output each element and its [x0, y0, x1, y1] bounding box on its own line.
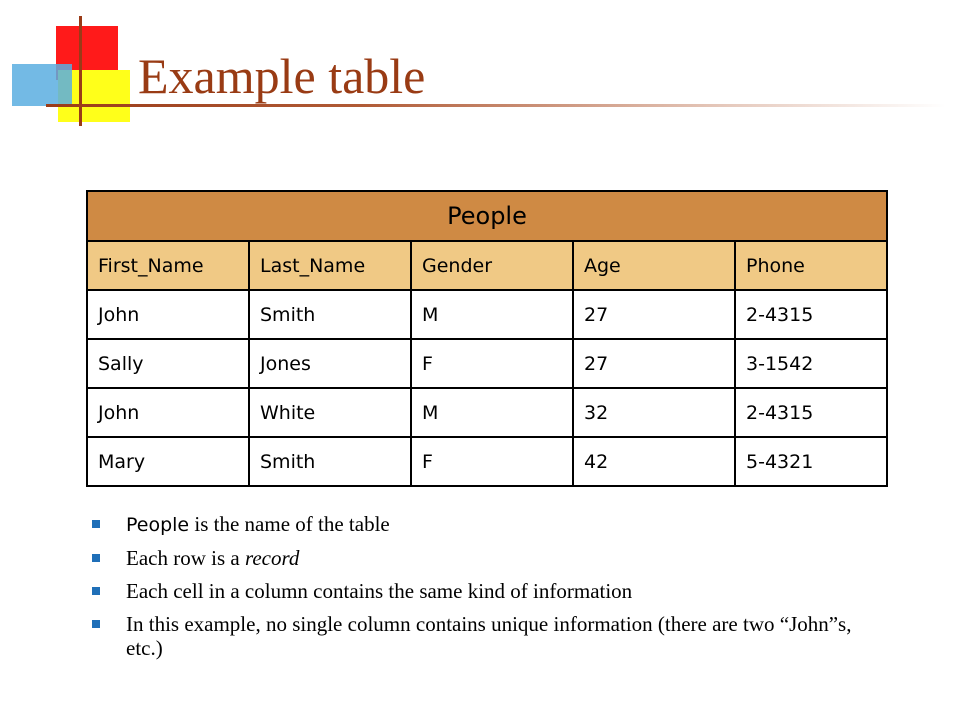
- table-cell: 27: [573, 290, 735, 339]
- column-header: Gender: [411, 241, 573, 290]
- column-header: Age: [573, 241, 735, 290]
- column-header: First_Name: [87, 241, 249, 290]
- slide-logo: [0, 0, 140, 130]
- people-table: [86, 190, 888, 487]
- table-cell: Smith: [249, 437, 411, 486]
- table-cell: Jones: [249, 339, 411, 388]
- table-cell: F: [411, 339, 573, 388]
- bullet-square-icon: [92, 587, 100, 595]
- bullet-item: [92, 612, 892, 660]
- table-row: [87, 339, 887, 388]
- table-cell: 27: [573, 339, 735, 388]
- table-cell: 42: [573, 437, 735, 486]
- table-row: [87, 290, 887, 339]
- bullet-text: is the name of the table: [189, 512, 390, 536]
- bullet-square-icon: [92, 554, 100, 562]
- bullet-square-icon: [92, 620, 100, 628]
- bullet-text: Each cell in a column contains the same kind of information: [126, 579, 633, 603]
- table-cell: Smith: [249, 290, 411, 339]
- column-header: Last_Name: [249, 241, 411, 290]
- table-caption-row: [87, 191, 887, 241]
- table-cell: 3-1542: [735, 339, 887, 388]
- table-cell: 5-4321: [735, 437, 887, 486]
- bullet-emphasis: record: [244, 546, 300, 570]
- logo-vertical-line: [79, 16, 82, 126]
- table-cell: John: [87, 290, 249, 339]
- table-cell: F: [411, 437, 573, 486]
- table-cell: 32: [573, 388, 735, 437]
- bullet-square-icon: [92, 520, 100, 528]
- table-header-row: [87, 241, 887, 290]
- bullet-item: [92, 512, 892, 537]
- table-cell: White: [249, 388, 411, 437]
- table-cell: 2-4315: [735, 388, 887, 437]
- table-cell: Sally: [87, 339, 249, 388]
- slide-title: Example table: [138, 48, 426, 104]
- table-cell: Mary: [87, 437, 249, 486]
- bullet-text: In this example, no single column contains unique information (there are two “John”s, etc.): [126, 612, 852, 660]
- column-header: Phone: [735, 241, 887, 290]
- bullet-keyword: People: [126, 514, 190, 536]
- bullet-text: Each row is a: [126, 546, 245, 570]
- table-cell: 2-4315: [735, 290, 887, 339]
- table-cell: M: [411, 290, 573, 339]
- bullet-item: [92, 546, 892, 570]
- table-cell: M: [411, 388, 573, 437]
- logo-blue-square: [12, 64, 72, 106]
- table-row: [87, 437, 887, 486]
- bullet-item: [92, 579, 892, 603]
- table-caption: People: [87, 191, 887, 241]
- table-cell: John: [87, 388, 249, 437]
- bullet-list: [92, 512, 892, 669]
- table-row: [87, 388, 887, 437]
